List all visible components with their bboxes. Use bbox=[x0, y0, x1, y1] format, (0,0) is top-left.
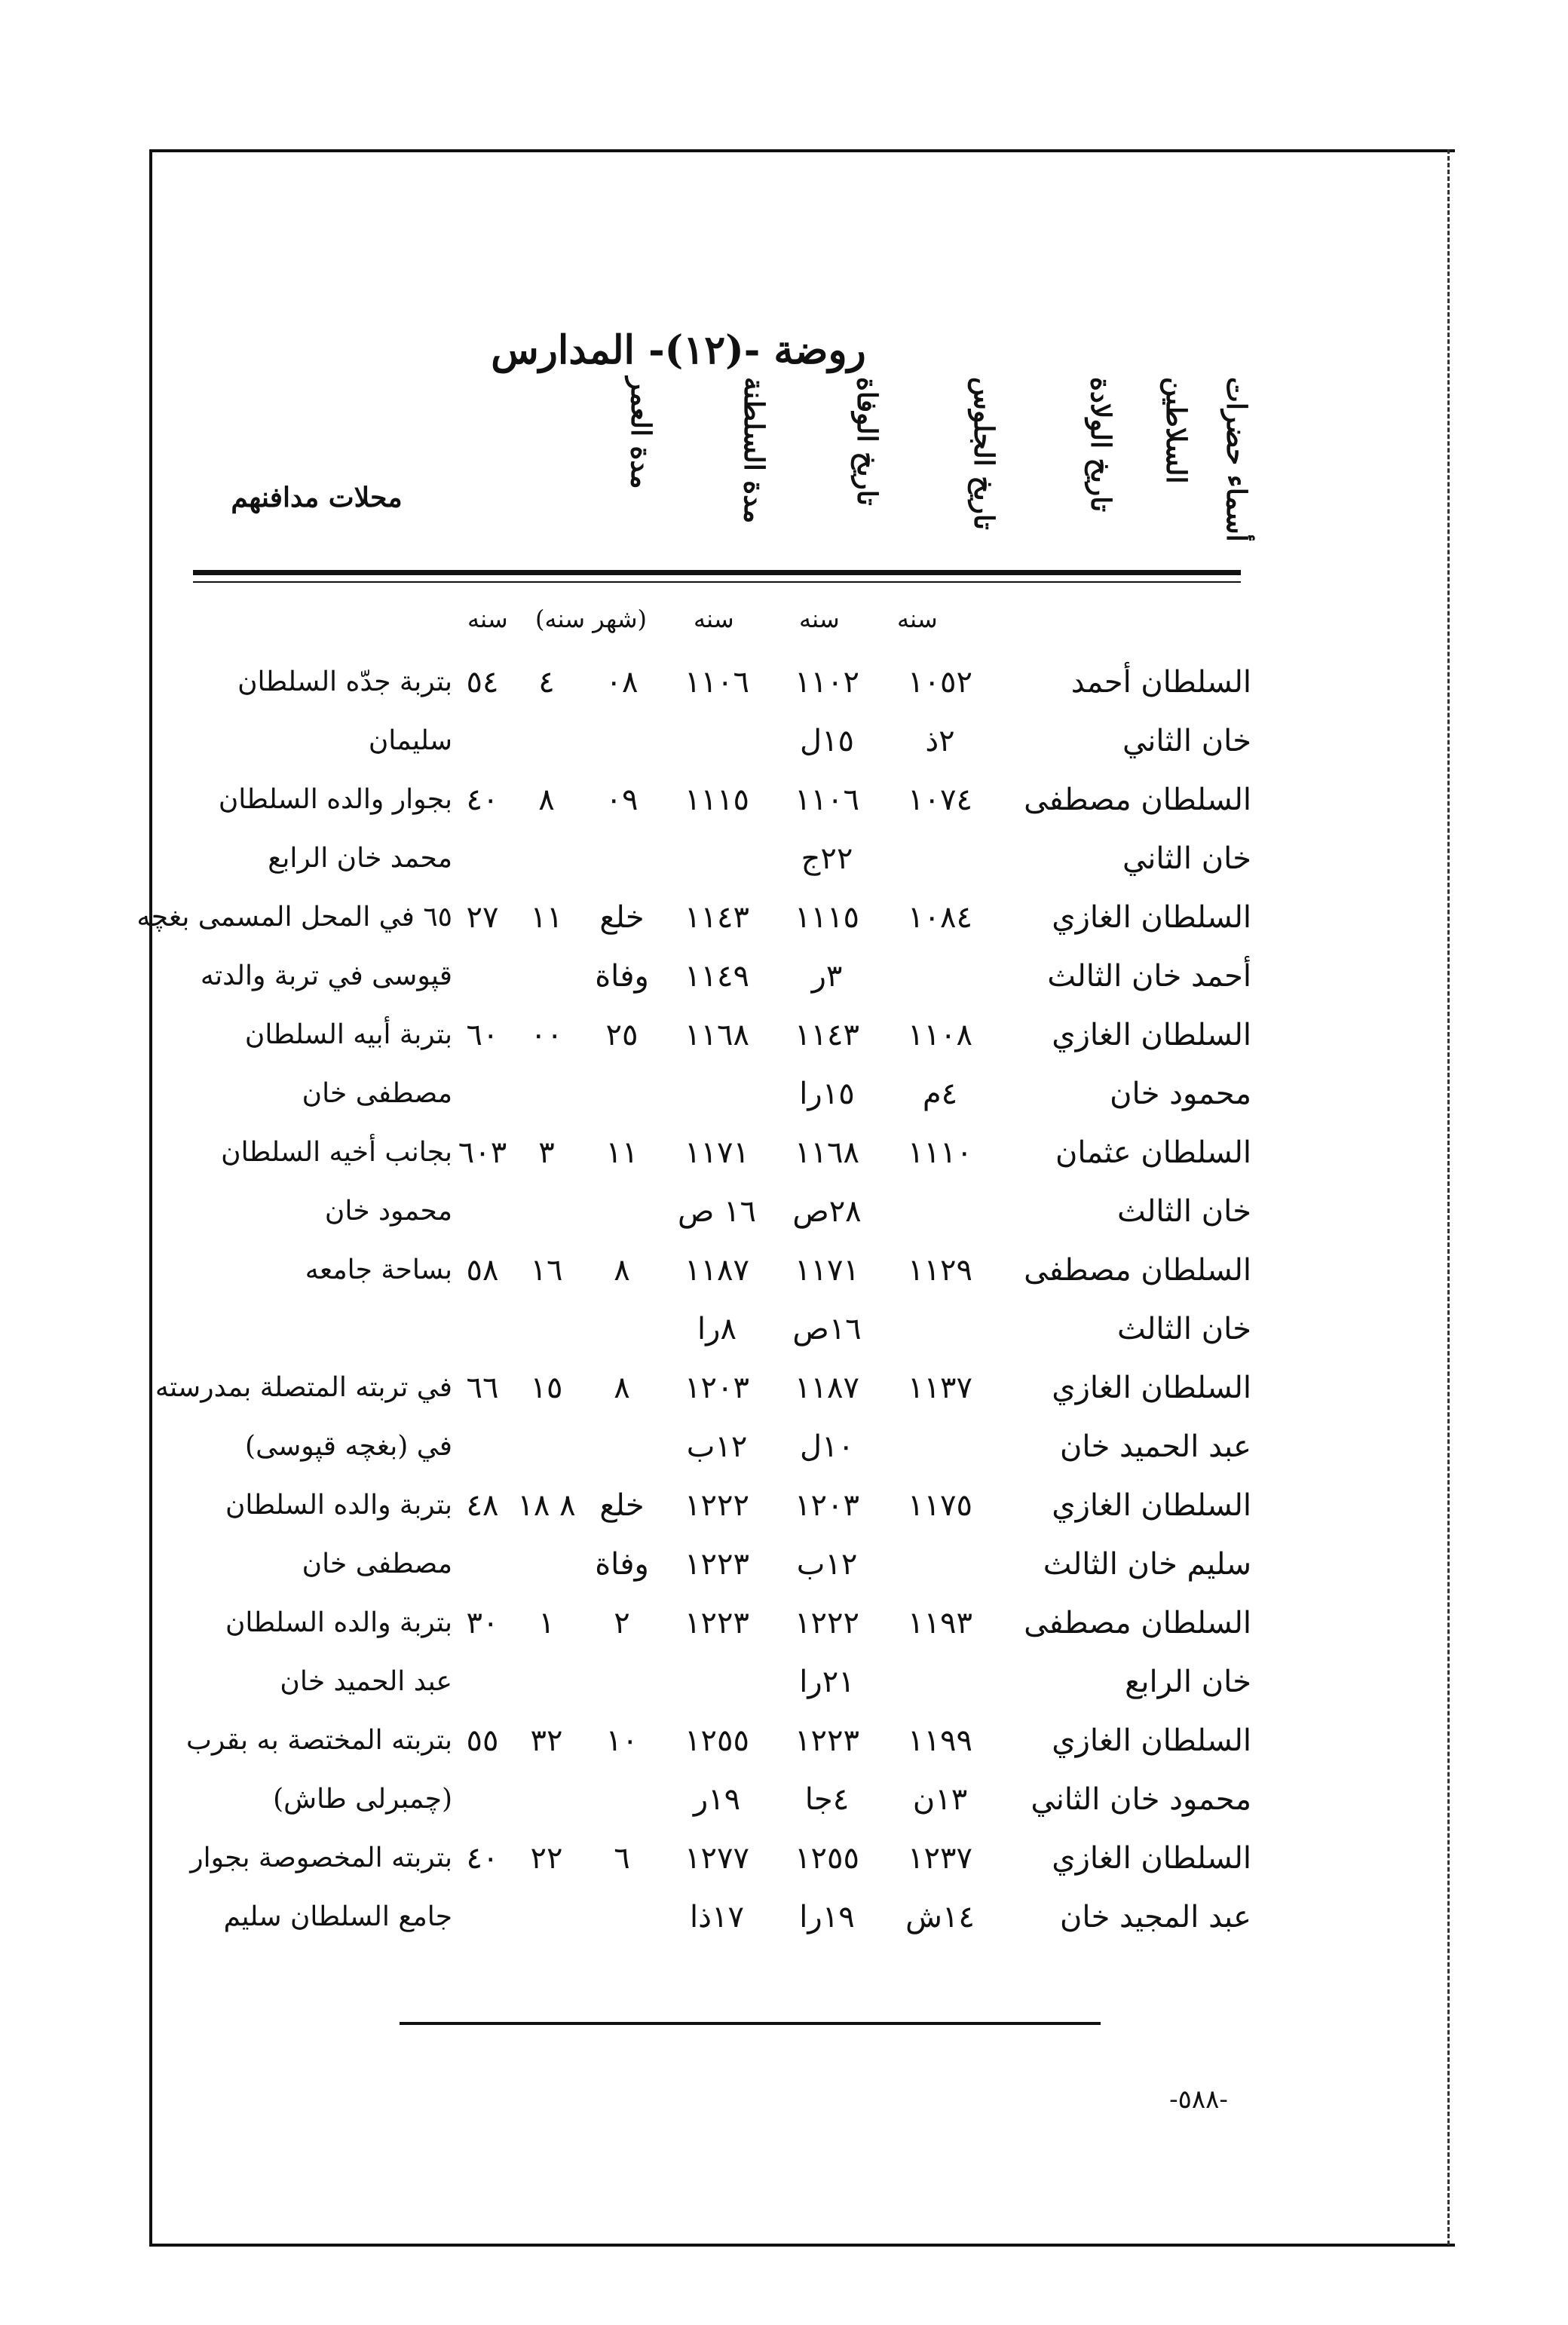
sultan-name: خان الرابع bbox=[1125, 1665, 1251, 1699]
death-date: ١١٤٣ bbox=[684, 900, 749, 935]
burial-place: سليمان bbox=[368, 725, 452, 756]
sultan-name: خان الثاني bbox=[1122, 724, 1251, 758]
sultan-name: السلطان الغازي bbox=[1052, 1018, 1251, 1052]
sultan-name: خان الثالث bbox=[1116, 1194, 1251, 1229]
header-rule-thin bbox=[193, 581, 1241, 583]
burial-place: بتربة جدّه السلطان bbox=[237, 666, 452, 697]
table-row bbox=[181, 1829, 1251, 1888]
accession-date: ١١٤٣ bbox=[795, 1018, 859, 1052]
death-date: ١١٤٩ bbox=[684, 959, 749, 994]
reign-months bbox=[580, 829, 663, 888]
birth-date: ١٢٣٧ bbox=[908, 1841, 972, 1876]
sultan-name: السلطان الغازي bbox=[1052, 1371, 1251, 1405]
reign-months: وفاة bbox=[595, 1547, 649, 1582]
table-row bbox=[181, 1417, 1251, 1476]
table-row bbox=[181, 1241, 1251, 1300]
header-sultans: أسماء حضرات السلاطين bbox=[1160, 377, 1252, 542]
burial-place: في تربته المتصلة بمدرسته bbox=[155, 1372, 452, 1403]
sultan-name: السلطان مصطفى bbox=[1024, 1253, 1251, 1288]
table-row bbox=[181, 1888, 1251, 1947]
sultan-name: خان الثاني bbox=[1122, 841, 1251, 876]
table-header bbox=[181, 377, 1251, 565]
death-date: ١٢٥٥ bbox=[684, 1723, 749, 1758]
death-date: ٨را bbox=[697, 1312, 737, 1346]
reign-months: ٢ bbox=[614, 1606, 630, 1640]
unit-age: سنه bbox=[467, 605, 508, 633]
death-date: ١١٦٨ bbox=[684, 1018, 749, 1052]
birth-date: ١٠٥٢ bbox=[908, 665, 972, 700]
accession-date: ١٢٢٣ bbox=[795, 1723, 859, 1758]
burial-place bbox=[181, 1300, 452, 1359]
death-date: ١١١٥ bbox=[684, 783, 749, 817]
units-row bbox=[452, 600, 1025, 638]
age bbox=[452, 1888, 513, 1947]
death-date: ١٦ ص bbox=[677, 1194, 757, 1229]
table-row bbox=[181, 1300, 1251, 1359]
accession-date: ١٢ب bbox=[796, 1547, 858, 1582]
reign-years bbox=[513, 1770, 580, 1829]
reign-years: ١ bbox=[538, 1606, 555, 1640]
accession-date: ١٦ص bbox=[792, 1312, 862, 1346]
burial-place: عبد الحميد خان bbox=[280, 1666, 452, 1697]
burial-place: جامع السلطان سليم bbox=[223, 1901, 452, 1932]
accession-date: ١١٦٨ bbox=[795, 1135, 859, 1170]
reign-years bbox=[513, 947, 580, 1006]
sultan-name: محمود خان bbox=[1110, 1077, 1251, 1111]
reign-months: ١٠ bbox=[605, 1723, 639, 1758]
table-end-rule bbox=[400, 2022, 1101, 2025]
reign-years: ٤ bbox=[538, 665, 555, 700]
table-row bbox=[181, 1711, 1251, 1770]
reign-months bbox=[580, 1300, 663, 1359]
death-date: ١٢٢٢ bbox=[684, 1488, 749, 1523]
birth-date: ٤م bbox=[922, 1077, 958, 1111]
reign-months: ٨ bbox=[614, 1371, 630, 1405]
age bbox=[452, 712, 513, 770]
age bbox=[452, 1535, 513, 1594]
death-date: ١١٨٧ bbox=[684, 1253, 749, 1288]
sultan-name: أحمد خان الثالث bbox=[1047, 959, 1251, 994]
sultan-name: السلطان عثمان bbox=[1055, 1135, 1251, 1170]
header-birth: تاريخ الولادة bbox=[1085, 377, 1116, 513]
table-row bbox=[181, 712, 1251, 770]
sultan-name: خان الثالث bbox=[1116, 1312, 1251, 1346]
reign-months bbox=[580, 1182, 663, 1241]
reign-years: ١١ bbox=[530, 900, 563, 935]
accession-date: ١١٠٢ bbox=[795, 665, 859, 700]
death-date bbox=[663, 829, 770, 888]
birth-date bbox=[884, 947, 997, 1006]
reign-months bbox=[580, 1653, 663, 1711]
table-row bbox=[181, 1123, 1251, 1182]
reign-months: خلع bbox=[599, 900, 645, 935]
table-row bbox=[181, 1006, 1251, 1064]
reign-years: ٠٠ bbox=[530, 1018, 563, 1052]
page-title: روضة -(١٢)- المدارس bbox=[491, 327, 866, 373]
birth-date: ١١٣٧ bbox=[908, 1371, 972, 1405]
reign-months: ١١ bbox=[605, 1135, 639, 1170]
reign-years bbox=[513, 1653, 580, 1711]
table-row bbox=[181, 1476, 1251, 1535]
reign-years bbox=[513, 1888, 580, 1947]
birth-date: ١٣ن bbox=[912, 1782, 968, 1817]
burial-place: بتربته المخصوصة بجوار bbox=[190, 1843, 452, 1873]
death-date: ١٢٠٣ bbox=[684, 1371, 749, 1405]
burial-place: قپوسى في تربة والدته bbox=[200, 960, 452, 991]
birth-date: ١١٢٩ bbox=[908, 1253, 972, 1288]
age: ٥٨ bbox=[466, 1253, 499, 1288]
accession-date: ١٠ل bbox=[799, 1429, 855, 1464]
birth-date bbox=[884, 1535, 997, 1594]
header-death: تاريخ الوفاة bbox=[851, 377, 883, 506]
burial-place: محمود خان bbox=[324, 1196, 452, 1227]
accession-date: ١٢٢٢ bbox=[795, 1606, 859, 1640]
table-row bbox=[181, 653, 1251, 712]
burial-place: بتربة أبيه السلطان bbox=[244, 1019, 452, 1050]
table-row bbox=[136, 888, 1251, 947]
age bbox=[452, 1300, 513, 1359]
reign-months: ٠٨ bbox=[605, 665, 639, 700]
birth-date: ١١١٠ bbox=[908, 1135, 972, 1170]
death-date: ١١٧١ bbox=[684, 1135, 749, 1170]
age bbox=[452, 1653, 513, 1711]
unit-birth: سنه bbox=[897, 605, 938, 633]
accession-date: ١١٨٧ bbox=[795, 1371, 859, 1405]
header-burial: محلات مدافنهم bbox=[231, 482, 403, 513]
age bbox=[452, 1770, 513, 1829]
burial-place: بتربته المختصة به بقرب bbox=[186, 1725, 452, 1756]
sultan-name: السلطان مصطفى bbox=[1024, 1606, 1251, 1640]
table-row bbox=[181, 947, 1251, 1006]
burial-place: ٦٥ في المحل المسمى بغچه bbox=[136, 902, 452, 933]
age: ٦٠٣ bbox=[458, 1135, 507, 1170]
table-row bbox=[181, 1535, 1251, 1594]
birth-date bbox=[884, 1417, 997, 1476]
header-accession: تاريخ الجلوس bbox=[968, 377, 1000, 530]
accession-date: ١٥ل bbox=[799, 724, 855, 758]
burial-place: مصطفى خان bbox=[302, 1548, 452, 1579]
accession-date: ١٢٠٣ bbox=[795, 1488, 859, 1523]
accession-date: ١١٧١ bbox=[795, 1253, 859, 1288]
death-date bbox=[663, 712, 770, 770]
page-frame-left bbox=[149, 149, 152, 2245]
age: ٤٠ bbox=[466, 1841, 499, 1876]
death-date: ١٢٢٣ bbox=[684, 1547, 749, 1582]
death-date: ١٢ب bbox=[686, 1429, 748, 1464]
reign-years bbox=[513, 829, 580, 888]
reign-months: وفاة bbox=[595, 959, 649, 994]
table-row bbox=[181, 829, 1251, 888]
age: ٢٧ bbox=[466, 900, 499, 935]
birth-date: ١١٩٩ bbox=[908, 1723, 972, 1758]
reign-years bbox=[513, 1535, 580, 1594]
header-reign: مدة السلطنة bbox=[738, 377, 770, 524]
birth-date: ١٤ش bbox=[905, 1900, 975, 1934]
age bbox=[452, 829, 513, 888]
reign-months: ٨ bbox=[614, 1253, 630, 1288]
table-row bbox=[181, 1770, 1251, 1829]
sultan-name: سليم خان الثالث bbox=[1043, 1547, 1251, 1582]
accession-date: ١٩را bbox=[799, 1900, 855, 1934]
accession-date: ٤جا bbox=[804, 1782, 850, 1817]
birth-date: ١١٩٣ bbox=[908, 1606, 972, 1640]
age: ٤٠ bbox=[466, 783, 499, 817]
reign-years: ٨ bbox=[538, 783, 555, 817]
birth-date: ١٠٧٤ bbox=[908, 783, 972, 817]
birth-date: ١١٧٥ bbox=[908, 1488, 972, 1523]
age bbox=[452, 1417, 513, 1476]
sultan-name: السلطان أحمد bbox=[1070, 665, 1251, 700]
sultan-name: عبد المجيد خان bbox=[1060, 1900, 1251, 1934]
reign-months: خلع bbox=[599, 1488, 645, 1523]
reign-years bbox=[513, 1182, 580, 1241]
table-row bbox=[181, 1653, 1251, 1711]
accession-date: ٢١را bbox=[799, 1665, 855, 1699]
death-date: ١٢٢٣ bbox=[684, 1606, 749, 1640]
birth-date bbox=[884, 1653, 997, 1711]
page-frame-top bbox=[149, 149, 1455, 152]
reign-months bbox=[580, 1888, 663, 1947]
burial-place: بتربة والده السلطان bbox=[225, 1607, 452, 1638]
reign-years: ١٦ bbox=[530, 1253, 563, 1288]
accession-date: ٢٢ج bbox=[801, 841, 853, 876]
reign-years: ٣ bbox=[538, 1135, 555, 1170]
reign-years: ١٥ bbox=[530, 1371, 563, 1405]
header-rule bbox=[193, 570, 1241, 575]
age: ٤٨ bbox=[466, 1488, 499, 1523]
table-row bbox=[181, 1594, 1251, 1653]
burial-place: محمد خان الرابع bbox=[268, 843, 452, 874]
reign-years bbox=[513, 1300, 580, 1359]
death-date: ١٧ذا bbox=[690, 1900, 744, 1934]
page-frame-bottom bbox=[149, 2244, 1455, 2247]
reign-years bbox=[513, 712, 580, 770]
reign-years bbox=[513, 1417, 580, 1476]
birth-date bbox=[884, 829, 997, 888]
reign-months bbox=[580, 1770, 663, 1829]
burial-place: مصطفى خان bbox=[302, 1078, 452, 1109]
birth-date: ٢ذ bbox=[925, 724, 955, 758]
reign-months: ٠٩ bbox=[605, 783, 639, 817]
age bbox=[452, 947, 513, 1006]
sultan-name: السلطان الغازي bbox=[1052, 900, 1251, 935]
accession-date: ٢٨ص bbox=[792, 1194, 862, 1229]
age: ٦٠ bbox=[466, 1018, 499, 1052]
reign-years: ٢٢ bbox=[530, 1841, 563, 1876]
sultan-name: محمود خان الثاني bbox=[1031, 1782, 1251, 1817]
reign-years: ٣٢ bbox=[530, 1723, 563, 1758]
age: ٦٦ bbox=[466, 1371, 499, 1405]
burial-place: بساحة جامعه bbox=[305, 1254, 452, 1285]
page-frame-right bbox=[1447, 149, 1450, 2245]
sultan-name: السلطان الغازي bbox=[1052, 1488, 1251, 1523]
unit-death: سنه bbox=[694, 605, 734, 633]
table-row bbox=[181, 770, 1251, 829]
age: ٣٠ bbox=[466, 1606, 499, 1640]
reign-months bbox=[580, 1064, 663, 1123]
accession-date: ١٢٥٥ bbox=[795, 1841, 859, 1876]
burial-place: في (بغچه قپوسى) bbox=[245, 1431, 452, 1462]
unit-reign: (شهر سنه) bbox=[535, 605, 647, 633]
unit-accession: سنه bbox=[799, 605, 840, 633]
birth-date: ١٠٨٤ bbox=[908, 900, 972, 935]
accession-date: ٣ر bbox=[811, 959, 843, 994]
age: ٥٤ bbox=[466, 665, 499, 700]
header-age: مدة العمر bbox=[625, 377, 657, 489]
table-row bbox=[155, 1359, 1251, 1417]
age: ٥٥ bbox=[466, 1723, 499, 1758]
age bbox=[452, 1182, 513, 1241]
sultan-name: عبد الحميد خان bbox=[1060, 1429, 1251, 1464]
table-row bbox=[181, 1064, 1251, 1123]
accession-date: ١١١٥ bbox=[795, 900, 859, 935]
reign-months: ٦ bbox=[614, 1841, 630, 1876]
page-number: -٥٨٨- bbox=[1169, 2085, 1228, 2115]
reign-months bbox=[580, 1417, 663, 1476]
burial-place: بتربة والده السلطان bbox=[225, 1490, 452, 1521]
table-row bbox=[181, 1182, 1251, 1241]
sultans-table bbox=[136, 653, 1251, 1947]
sultan-name: السلطان الغازي bbox=[1052, 1841, 1251, 1876]
reign-months bbox=[580, 712, 663, 770]
sultan-name: السلطان مصطفى bbox=[1024, 783, 1251, 817]
death-date bbox=[663, 1653, 770, 1711]
death-date: ١٩ر bbox=[693, 1782, 741, 1817]
accession-date: ١٥را bbox=[799, 1077, 855, 1111]
age bbox=[452, 1064, 513, 1123]
burial-place: (چمبرلى طاش) bbox=[273, 1784, 452, 1815]
death-date bbox=[663, 1064, 770, 1123]
burial-place: بجوار والده السلطان bbox=[218, 784, 452, 815]
sultan-name: السلطان الغازي bbox=[1052, 1723, 1251, 1758]
birth-date bbox=[884, 1300, 997, 1359]
death-date: ١١٠٦ bbox=[684, 665, 749, 700]
death-date: ١٢٧٧ bbox=[684, 1841, 749, 1876]
birth-date bbox=[884, 1182, 997, 1241]
birth-date: ١١٠٨ bbox=[908, 1018, 972, 1052]
burial-place: بجانب أخيه السلطان bbox=[221, 1137, 452, 1168]
reign-months: ٢٥ bbox=[605, 1018, 639, 1052]
reign-years: ٨ ١٨ bbox=[517, 1488, 576, 1523]
reign-years bbox=[513, 1064, 580, 1123]
accession-date: ١١٠٦ bbox=[795, 783, 859, 817]
